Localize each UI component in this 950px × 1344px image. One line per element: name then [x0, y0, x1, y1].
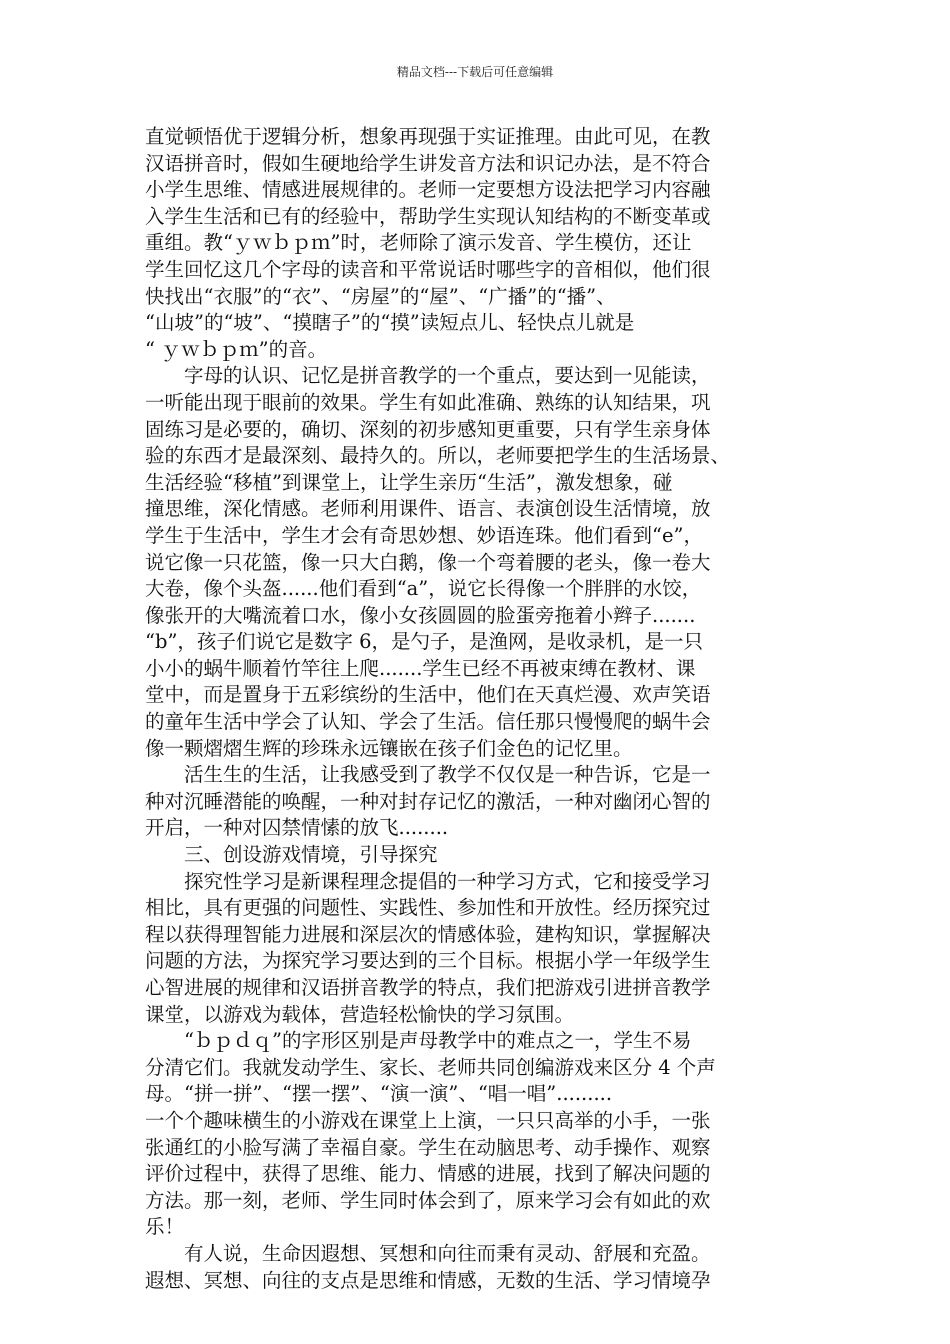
text-line: 评价过程中，获得了思维、能力、情感的进展，找到了解决问题的 — [145, 1162, 711, 1186]
page-header: 精品文档---下载后可任意编辑 — [396, 65, 554, 79]
text-line: 母。“拼一拼”、“摆一摆”、“演一演”、“唱一唱”......... — [145, 1082, 613, 1106]
text-line: 乐！ — [145, 1215, 185, 1239]
text-line: 像张开的大嘴流着口水，像小女孩圆圆的脸蛋旁拖着小辫子....... — [145, 603, 696, 627]
text-line: 小学生思维、情感进展规律的。老师一定要想方设法把学习内容融 — [145, 178, 711, 202]
text-line: 探究性学习是新课程理念提倡的一种学习方式，它和接受学习 — [145, 869, 711, 893]
text-line: 分清它们。我就发动学生、家长、老师共同创编游戏来区分 4 个声 — [145, 1055, 716, 1079]
text-line: 撞思维，深化情感。老师利用课件、语言、表演创设生活情境，放 — [145, 497, 711, 521]
text-line: 验的东西才是最深刻、最持久的。所以，老师要把学生的生活场景、 — [145, 444, 731, 468]
text-line: 学生回忆这几个字母的读音和平常说话时哪些字的音相似，他们很 — [145, 257, 711, 281]
text-line: 重组。教“ｙｗｂｐｍ”时，老师除了演示发音、学生模仿，还让 — [145, 231, 692, 255]
text-line: 三、创设游戏情境，引导探究 — [145, 843, 438, 867]
text-line: 生活经验“移植”到课堂上，让学生亲历“生活”，激发想象，碰 — [145, 470, 673, 494]
text-line: “ ｙｗｂｐｍ”的音。 — [145, 337, 328, 361]
text-line: 固练习是必要的，确切、深刻的初步感知更重要，只有学生亲身体 — [145, 417, 711, 441]
text-line: 活生生的生活，让我感受到了教学不仅仅是一种告诉，它是一 — [145, 763, 711, 787]
text-line: 一个个趣味横生的小游戏在课堂上上演，一只只高举的小手，一张 — [145, 1108, 711, 1132]
text-line: “ｂｐｄｑ”的字形区别是声母教学中的难点之一，学生不易 — [145, 1029, 692, 1053]
text-line: “b”，孩子们说它是数字 6，是勺子，是渔网，是收录机，是一只 — [145, 630, 704, 654]
text-line: 问题的方法，为探究学习要达到的三个目标。根据小学一年级学生 — [145, 949, 711, 973]
text-line: 字母的认识、记忆是拼音教学的一个重点，要达到一见能读， — [145, 364, 711, 388]
document-body — [145, 124, 805, 1294]
text-line: 心智进展的规律和汉语拼音教学的特点，我们把游戏引进拼音教学 — [145, 976, 711, 999]
text-line: 小小的蜗牛顺着竹竿往上爬.......学生已经不再被束缚在教材、课 — [145, 656, 696, 680]
text-line: 相比，具有更强的问题性、实践性、参加性和开放性。经历探究过 — [145, 896, 711, 920]
text-line: 的童年生活中学会了认知、学会了生活。信任那只慢慢爬的蜗牛会 — [145, 710, 711, 734]
text-line: 像一颗熠熠生辉的珍珠永远镶嵌在孩子们金色的记忆里。 — [145, 736, 633, 760]
text-line: 学生于生活中，学生才会有奇思妙想、妙语连珠。他们看到“e”， — [145, 523, 703, 547]
text-line: 汉语拼音时，假如生硬地给学生讲发音方法和识记办法，是不符合 — [145, 151, 711, 175]
text-line: 堂中，而是置身于五彩缤纷的生活中，他们在天真烂漫、欢声笑语 — [145, 683, 711, 707]
text-line: 直觉顿悟优于逻辑分析，想象再现强于实证推理。由此可见，在教 — [145, 125, 711, 148]
text-line: 说它像一只花篮，像一只大白鹅，像一个弯着腰的老头，像一卷大 — [145, 550, 711, 574]
text-line: 入学生生活和已有的经验中，帮助学生实现认知结构的不断变革或 — [145, 204, 711, 228]
text-line: 程以获得理智能力进展和深层次的情感体验，建构知识，掌握解决 — [145, 922, 711, 946]
text-line: 有人说，生命因遐想、冥想和向往而秉有灵动、舒展和充盈。 — [145, 1241, 711, 1265]
text-line: “山坡”的“坡”、“摸瞎子”的“摸”读短点儿、轻快点儿就是 — [145, 311, 635, 335]
text-line: 大卷，像个头盔......他们看到“a”，说它长得像一个胖胖的水饺， — [145, 577, 702, 601]
text-line: 方法。那一刻，老师、学生同时体会到了，原来学习会有如此的欢 — [145, 1188, 711, 1212]
text-line: 课堂，以游戏为载体，营造轻松愉快的学习氛围。 — [145, 1002, 575, 1026]
text-line: 快找出“衣服”的“衣”、“房屋”的“屋”、“广播”的“播”、 — [145, 284, 616, 308]
text-line: 开启，一种对囚禁情愫的放飞........ — [145, 816, 449, 840]
text-line: 种对沉睡潜能的唤醒，一种对封存记忆的激活，一种对幽闭心智的 — [145, 789, 711, 813]
text-line: 一听能出现于眼前的效果。学生有如此准确、熟练的认知结果，巩 — [145, 390, 711, 414]
text-line: 遐想、冥想、向往的支点是思维和情感，无数的生活、学习情境孕 — [145, 1268, 711, 1292]
text-line: 张通红的小脸写满了幸福自豪。学生在动脑思考、动手操作、观察 — [145, 1135, 711, 1159]
